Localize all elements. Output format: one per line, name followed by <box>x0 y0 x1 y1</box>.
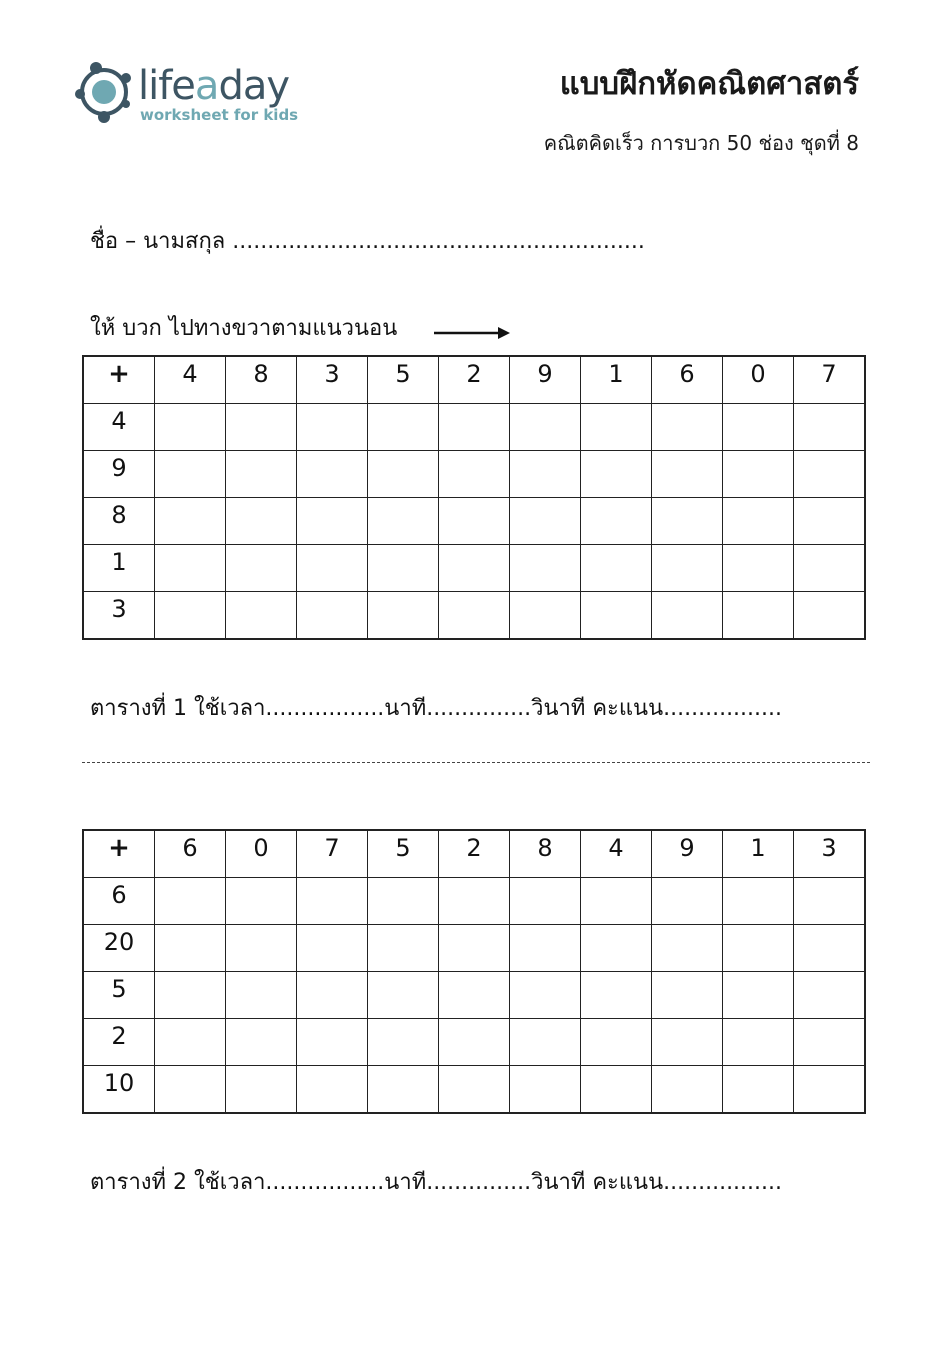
answer-cell[interactable] <box>155 498 226 545</box>
answer-cell[interactable] <box>794 404 866 451</box>
addition-table-2 <box>82 829 866 1114</box>
answer-cell[interactable] <box>226 451 297 498</box>
answer-cell[interactable] <box>368 1066 439 1114</box>
answer-cell[interactable] <box>439 925 510 972</box>
row-header: 6 <box>83 878 155 925</box>
answer-cell[interactable] <box>368 1019 439 1066</box>
answer-cell[interactable] <box>794 972 866 1019</box>
answer-cell[interactable] <box>155 545 226 592</box>
answer-cell[interactable] <box>581 451 652 498</box>
answer-cell[interactable] <box>368 878 439 925</box>
answer-cell[interactable] <box>226 545 297 592</box>
answer-cell[interactable] <box>510 925 581 972</box>
answer-cell[interactable] <box>439 972 510 1019</box>
answer-cell[interactable] <box>794 1019 866 1066</box>
table-row <box>83 878 865 925</box>
answer-cell[interactable] <box>723 925 794 972</box>
answer-cell[interactable] <box>581 1019 652 1066</box>
addition-table-1 <box>82 355 866 640</box>
answer-cell[interactable] <box>368 592 439 640</box>
name-field-line[interactable]: ชื่อ – นามสกุล ........................................................... <box>90 229 645 254</box>
answer-cell[interactable] <box>723 498 794 545</box>
answer-cell[interactable] <box>226 592 297 640</box>
answer-cell[interactable] <box>652 972 723 1019</box>
table-row <box>83 404 865 451</box>
answer-cell[interactable] <box>723 545 794 592</box>
header-row <box>83 830 865 878</box>
answer-cell[interactable] <box>439 1019 510 1066</box>
row-header: 8 <box>83 498 155 545</box>
answer-cell[interactable] <box>297 878 368 925</box>
answer-cell[interactable] <box>439 878 510 925</box>
answer-cell[interactable] <box>368 498 439 545</box>
answer-cell[interactable] <box>510 404 581 451</box>
dashed-divider <box>82 762 870 763</box>
answer-cell[interactable] <box>652 878 723 925</box>
answer-cell[interactable] <box>581 1066 652 1114</box>
column-header: 9 <box>652 830 723 878</box>
answer-cell[interactable] <box>226 1019 297 1066</box>
answer-cell[interactable] <box>368 451 439 498</box>
answer-cell[interactable] <box>297 1019 368 1066</box>
answer-cell[interactable] <box>723 878 794 925</box>
answer-cell[interactable] <box>510 451 581 498</box>
lifeaday-logo <box>74 60 314 130</box>
answer-cell[interactable] <box>510 878 581 925</box>
answer-cell[interactable] <box>226 878 297 925</box>
answer-cell[interactable] <box>155 1019 226 1066</box>
table-row <box>83 925 865 972</box>
answer-cell[interactable] <box>652 451 723 498</box>
answer-cell[interactable] <box>723 972 794 1019</box>
column-header: 6 <box>155 830 226 878</box>
answer-cell[interactable] <box>510 972 581 1019</box>
column-header: 3 <box>297 356 368 404</box>
row-header: 1 <box>83 545 155 592</box>
answer-cell[interactable] <box>368 972 439 1019</box>
answer-cell[interactable] <box>297 498 368 545</box>
operator-cell: + <box>83 356 155 404</box>
right-arrow-icon <box>434 326 510 340</box>
answer-cell[interactable] <box>226 498 297 545</box>
answer-cell[interactable] <box>439 545 510 592</box>
column-header: 8 <box>226 356 297 404</box>
table-row <box>83 545 865 592</box>
answer-cell[interactable] <box>794 498 866 545</box>
answer-cell[interactable] <box>652 498 723 545</box>
operator-cell: + <box>83 830 155 878</box>
answer-cell[interactable] <box>652 404 723 451</box>
answer-cell[interactable] <box>723 451 794 498</box>
row-header: 2 <box>83 1019 155 1066</box>
column-header: 3 <box>794 830 866 878</box>
answer-cell[interactable] <box>155 404 226 451</box>
page-title: แบบฝึกหัดคณิตศาสตร์ <box>559 66 859 102</box>
row-header: 10 <box>83 1066 155 1114</box>
column-header: 4 <box>155 356 226 404</box>
answer-cell[interactable] <box>439 592 510 640</box>
row-header: 5 <box>83 972 155 1019</box>
column-header: 2 <box>439 356 510 404</box>
answer-cell[interactable] <box>155 878 226 925</box>
answer-cell[interactable] <box>581 972 652 1019</box>
answer-cell[interactable] <box>794 545 866 592</box>
row-header: 20 <box>83 925 155 972</box>
logo-wordmark: lifeaday <box>138 63 290 109</box>
answer-cell[interactable] <box>794 1066 866 1114</box>
table-row <box>83 1066 865 1114</box>
table-2-footer[interactable]: ตารางที่ 2 ใช้เวลา.................นาที...............วินาที คะแนน................. <box>90 1170 783 1195</box>
answer-cell[interactable] <box>510 545 581 592</box>
answer-cell[interactable] <box>581 545 652 592</box>
answer-cell[interactable] <box>794 451 866 498</box>
column-header: 4 <box>581 830 652 878</box>
column-header: 6 <box>652 356 723 404</box>
table-row <box>83 972 865 1019</box>
table-row <box>83 1019 865 1066</box>
answer-cell[interactable] <box>652 1019 723 1066</box>
answer-cell[interactable] <box>581 925 652 972</box>
answer-cell[interactable] <box>297 925 368 972</box>
answer-cell[interactable] <box>723 404 794 451</box>
row-header: 3 <box>83 592 155 640</box>
answer-cell[interactable] <box>439 498 510 545</box>
row-header: 4 <box>83 404 155 451</box>
answer-cell[interactable] <box>297 451 368 498</box>
column-header: 0 <box>723 356 794 404</box>
column-header: 9 <box>510 356 581 404</box>
column-header: 1 <box>581 356 652 404</box>
answer-cell[interactable] <box>226 925 297 972</box>
answer-cell[interactable] <box>439 1066 510 1114</box>
molecule-logo-icon <box>74 60 134 124</box>
row-header: 9 <box>83 451 155 498</box>
table-1-footer[interactable]: ตารางที่ 1 ใช้เวลา.................นาที...............วินาที คะแนน................. <box>90 696 783 721</box>
column-header: 7 <box>297 830 368 878</box>
answer-cell[interactable] <box>226 1066 297 1114</box>
answer-cell[interactable] <box>510 498 581 545</box>
answer-cell[interactable] <box>297 404 368 451</box>
answer-cell[interactable] <box>652 592 723 640</box>
answer-cell[interactable] <box>794 878 866 925</box>
answer-cell[interactable] <box>652 1066 723 1114</box>
column-header: 8 <box>510 830 581 878</box>
column-header: 1 <box>723 830 794 878</box>
table-row <box>83 498 865 545</box>
answer-cell[interactable] <box>510 1066 581 1114</box>
instruction-text: ให้ บวก ไปทางขวาตามแนวนอน <box>90 316 398 341</box>
answer-cell[interactable] <box>155 451 226 498</box>
table-row <box>83 592 865 640</box>
table-row <box>83 451 865 498</box>
answer-cell[interactable] <box>155 925 226 972</box>
answer-cell[interactable] <box>226 404 297 451</box>
answer-cell[interactable] <box>652 545 723 592</box>
column-header: 7 <box>794 356 866 404</box>
column-header: 0 <box>226 830 297 878</box>
column-header: 5 <box>368 356 439 404</box>
answer-cell[interactable] <box>297 545 368 592</box>
answer-cell[interactable] <box>794 592 866 640</box>
answer-cell[interactable] <box>155 1066 226 1114</box>
answer-cell[interactable] <box>226 972 297 1019</box>
answer-cell[interactable] <box>652 925 723 972</box>
logo-tagline: worksheet for kids <box>140 106 299 124</box>
answer-cell[interactable] <box>581 592 652 640</box>
column-header: 2 <box>439 830 510 878</box>
answer-cell[interactable] <box>581 498 652 545</box>
answer-cell[interactable] <box>510 592 581 640</box>
answer-cell[interactable] <box>723 1066 794 1114</box>
answer-cell[interactable] <box>368 545 439 592</box>
answer-cell[interactable] <box>297 592 368 640</box>
answer-cell[interactable] <box>723 592 794 640</box>
answer-cell[interactable] <box>297 1066 368 1114</box>
answer-cell[interactable] <box>368 404 439 451</box>
answer-cell[interactable] <box>439 451 510 498</box>
header-row <box>83 356 865 404</box>
answer-cell[interactable] <box>155 592 226 640</box>
answer-cell[interactable] <box>368 925 439 972</box>
answer-cell[interactable] <box>510 1019 581 1066</box>
answer-cell[interactable] <box>155 972 226 1019</box>
page-subtitle: คณิตคิดเร็ว การบวก 50 ช่อง ชุดที่ 8 <box>543 131 859 155</box>
answer-cell[interactable] <box>723 1019 794 1066</box>
answer-cell[interactable] <box>439 404 510 451</box>
answer-cell[interactable] <box>297 972 368 1019</box>
answer-cell[interactable] <box>581 404 652 451</box>
answer-cell[interactable] <box>581 878 652 925</box>
answer-cell[interactable] <box>794 925 866 972</box>
column-header: 5 <box>368 830 439 878</box>
